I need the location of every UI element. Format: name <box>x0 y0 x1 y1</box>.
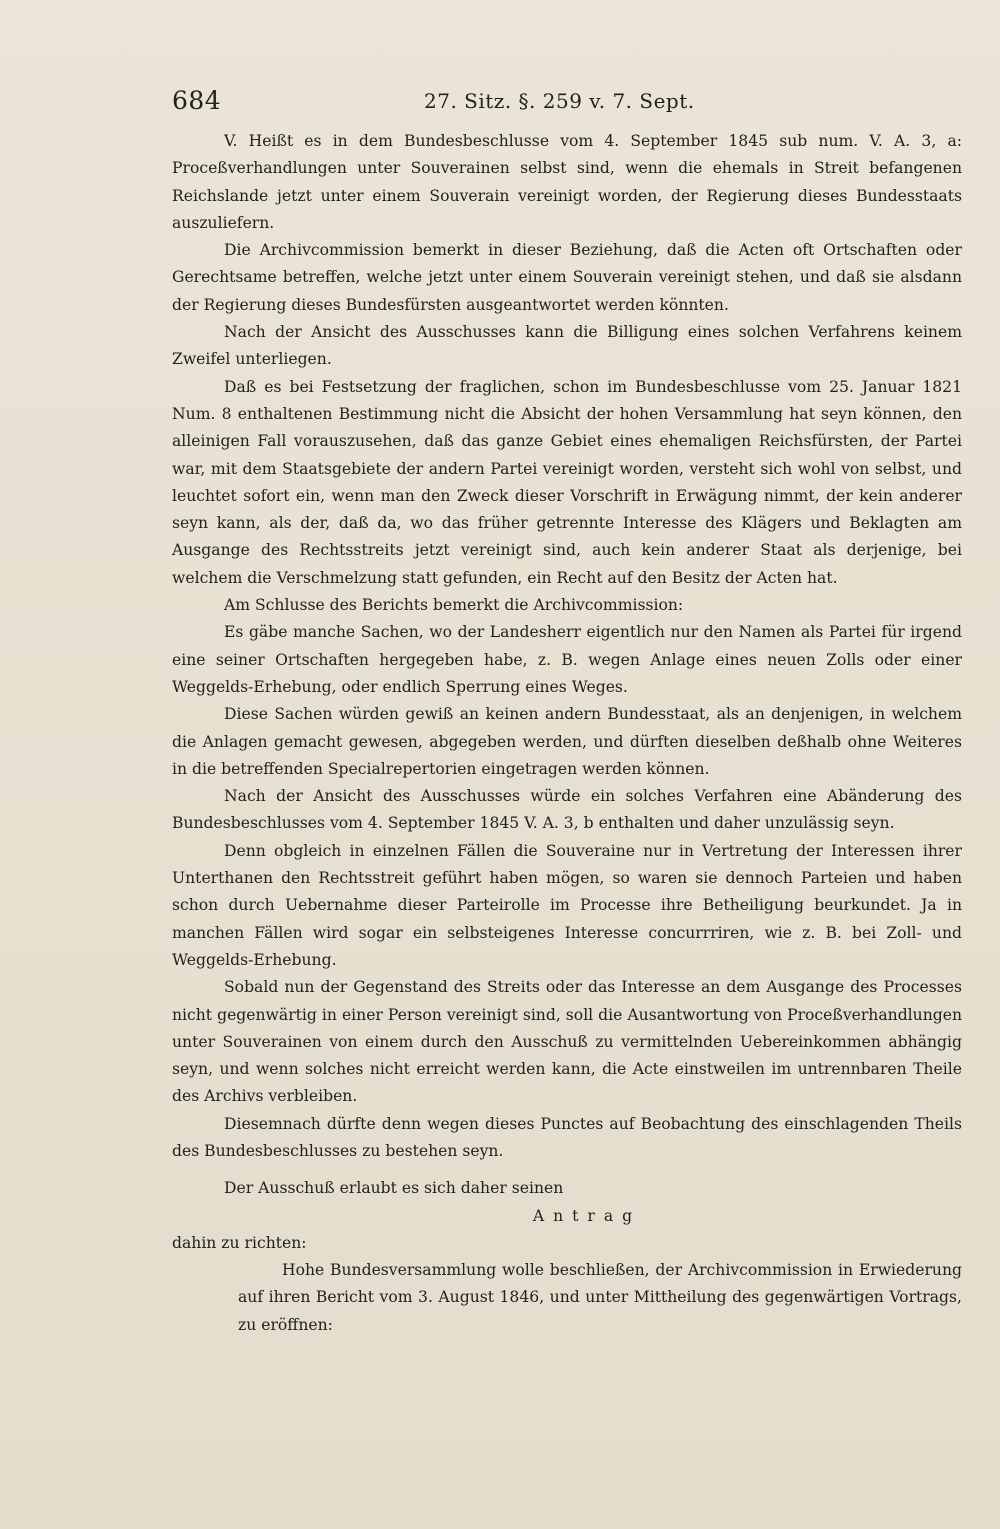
paragraph-motion-text: Hohe Bundesversammlung wolle beschließen, der Archivcommission in Erwiederung auf ihren Bericht vom 3. August 1846, und unter Mittheilung des gegenwärtigen Vortrags, zu eröffnen: <box>238 1261 962 1334</box>
paragraph-sovereigns-parties: Denn obgleich in einzelnen Fällen die Souveraine nur in Vertretung der Interessen ihrer Unterthanen den Rechtsstreit geführt haben mögen, so waren sie dennoch Parteien und haben schon durch Uebernahme dieser Parteirolle im Processe ihre Betheiligung beurkundet. Ja in manchen Fällen wird sogar ein selbsteigenes Interesse concurrriren, wie z. B. bei Zoll- und Weggelds-Erhebung. <box>172 841 962 969</box>
paragraph-handover-rule: Sobald nun der Gegenstand des Streits oder das Interesse an dem Ausgange des Processes nicht gegenwärtig in einer Person vereinigt sind, soll die Ausantwortung von Proceßverhandlungen unter Souverainen von einem durch den Ausschuß zu vermittelnden Uebereinkommen abhängig seyn, und wenn solches nicht erreicht werden kann, die Acte einstweilen im untrennbaren Theile des Archivs verbleiben. <box>172 978 962 1106</box>
running-head: 27. Sitz. §. 259 v. 7. Sept. <box>424 89 695 113</box>
body-text <box>172 128 962 1339</box>
paragraph-motion-direction: dahin zu richten: <box>172 1233 307 1252</box>
paragraph-motion-intro: Der Ausschuß erlaubt es sich daher seinen <box>224 1179 564 1198</box>
paragraph-matters-transfer: Diese Sachen würden gewiß an keinen andern Bundesstaat, als an denjenigen, in welchem die Anlagen gemacht gewesen, abgegeben werden, und dürften dieselben deßhalb ohne Weiteres in die betreffenden Specialrepertorien eingetragen werden können. <box>172 705 962 778</box>
paragraph-committee-objection: Nach der Ansicht des Ausschusses würde ein solches Verfahren eine Abänderung des Bundesbeschlusses vom 4. September 1845 V. A. 3, b enthalten und daher unzulässig seyn. <box>172 787 962 833</box>
paragraph-committee-view: Nach der Ansicht des Ausschusses kann die Billigung eines solchen Verfahrens keinem Zweifel unterliegen. <box>172 323 962 369</box>
paragraph-commission-remark: Die Archivcommission bemerkt in dieser Beziehung, daß die Acten oft Ortschaften oder Gerechtsame betreffen, welche jetzt unter einem Souverain vereinigt stehen, und daß sie alsdann der Regierung dieses Bundesfürsten ausgeantwortet werden könnten. <box>172 241 962 314</box>
page-number: 684 <box>172 86 222 115</box>
paragraph-determination: Daß es bei Festsetzung der fraglichen, schon im Bundesbeschlusse vom 25. Januar 1821 Num. 8 enthaltenen Bestimmung nicht die Absicht der hohen Versammlung hat seyn können, den alleinigen Fall vorauszusehen, daß das ganze Gebiet eines ehemaligen Reichsfürsten, der Partei war, mit dem Staatsgebiete der andern Partei vereinigt worden, versteht sich wohl von selbst, und leuchtet sofort ein, wenn man den Zweck dieser Vorschrift in Erwägung nimmt, der kein anderer seyn kann, als der, daß da, wo das früher getrennte Interesse des Klägers und Beklagten am Ausgange des Rechtsstreits jetzt vereinigt sind, auch kein anderer Staat als derjenige, bei welchem die Verschmelzung statt gefunden, ein Recht auf den Besitz der Acten hat. <box>172 377 962 587</box>
motion-heading: Antrag <box>532 1206 642 1225</box>
paragraph-section-v: V. Heißt es in dem Bundesbeschlusse vom 4. September 1845 sub num. V. A. 3, a: Proceßverhandlungen unter Souverainen selbst sind, wenn die ehemals in Streit befangenen Reichslande jetzt unter einem Souverain vereinigt worden, der Regierung dieses Bundesstaats auszuliefern. <box>172 132 962 232</box>
page-header <box>172 86 962 126</box>
paragraph-compliance: Diesemnach dürfte denn wegen dieses Punctes auf Beobachtung des einschlagenden Theils des Bundesbeschlusses zu bestehen seyn. <box>172 1114 962 1160</box>
paragraph-matters: Es gäbe manche Sachen, wo der Landesherr eigentlich nur den Namen als Partei für irgend eine seiner Ortschaften hergegeben habe, z. B. wegen Anlage eines neuen Zolls oder einer Weggelds-Erhebung, oder endlich Sperrung eines Weges. <box>172 623 962 696</box>
paragraph-report-conclusion: Am Schlusse des Berichts bemerkt die Archivcommission: <box>224 596 684 615</box>
